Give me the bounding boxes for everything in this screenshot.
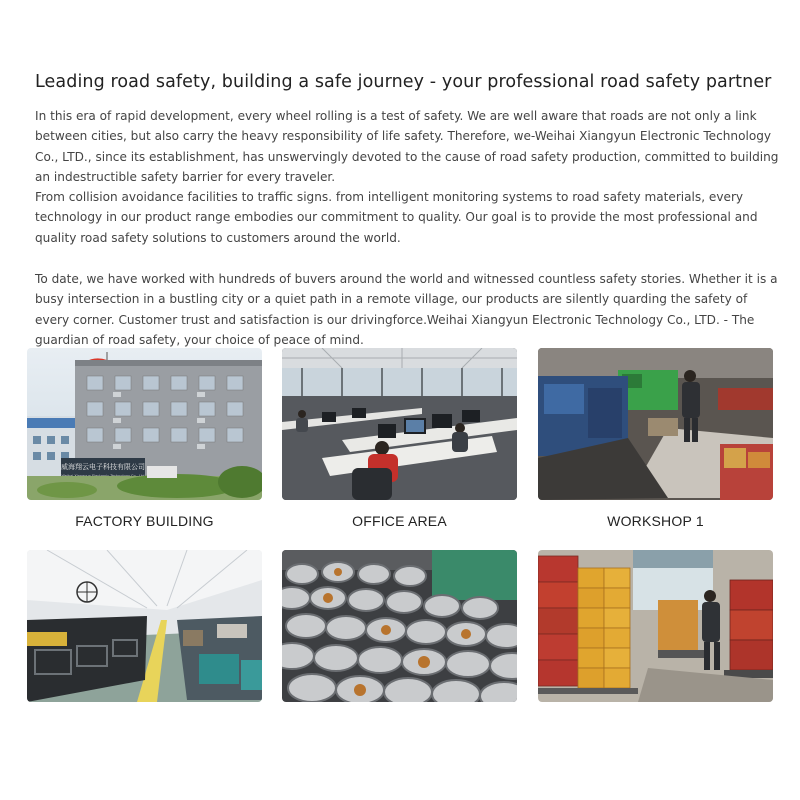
intro-paragraph-3: To date, we have worked with hundreds of buvers around the world and witnessed countless safety stories. Whether it is a busy intersection in a bustling city or a quiet path in a remote village, our products are silently quarding the safety of every corner. Customer trust and satisfaction is our drivingforce.Weihai Xiangyun Electronic Technology Co., LTD. - The guardian of road safety, your choice of peace of mind. xyxy=(35,272,778,347)
workshop-1-photo xyxy=(538,348,773,500)
warehouse-photo xyxy=(538,550,773,702)
caption-office-area: OFFICE AREA xyxy=(352,513,447,529)
office-area-photo xyxy=(282,348,517,500)
caption-workshop-1: WORKSHOP 1 xyxy=(607,513,704,529)
factory-sign-text: 威海翔云电子科技有限公司 xyxy=(61,463,145,471)
product-stock-photo xyxy=(282,550,517,702)
page-headline: Leading road safety, building a safe journey - your professional road safety partner xyxy=(35,72,772,92)
factory-building-photo xyxy=(27,348,262,500)
intro-text xyxy=(35,106,780,350)
caption-factory-building: FACTORY BUILDING xyxy=(75,513,214,529)
intro-paragraph-1: In this era of rapid development, every wheel rolling is a test of safety. We are well aware that roads are not only a link between cities, but also carry the heavy responsibility of life safety. Therefore, we-Weihai Xiangyun Electronic Technology Co., LTD., since its establishment, has unswervingly devoted to the cause of road safety production, committed to building an indestructible safety barrier for every traveler. xyxy=(35,109,779,184)
production-line-photo xyxy=(27,550,262,702)
intro-paragraph-2: From collision avoidance facilities to traffic signs. from intelligent monitoring systems to road safety materials, every technology in our product range embodies our commitment to quality. Our goal is to provide the most professional and quality road safety solutions to customers around the world. xyxy=(35,190,758,245)
